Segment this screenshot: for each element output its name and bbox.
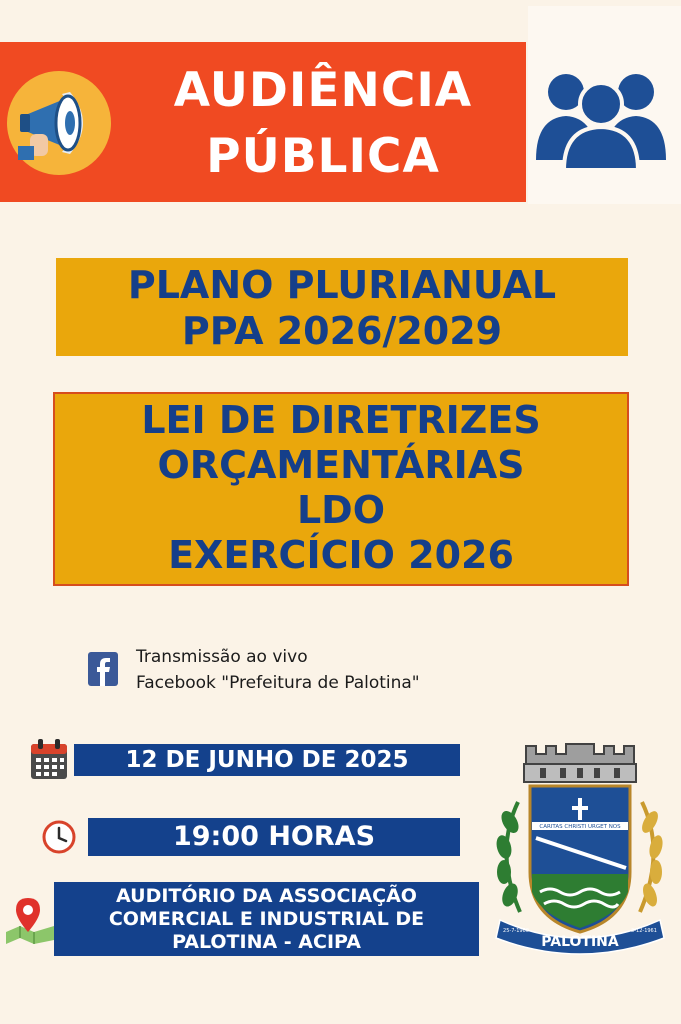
ppa-line-1: PLANO PLURIANUAL: [127, 263, 557, 307]
ldo-line-1: LEI DE DIRETRIZES: [141, 398, 541, 442]
stream-line-2: Facebook "Prefeitura de Palotina": [136, 673, 420, 693]
event-time: 19:00 HORAS: [88, 818, 460, 856]
calendar-icon: [30, 738, 68, 780]
venue-line-2: COMERCIAL E INDUSTRIAL DE: [108, 908, 425, 930]
palotina-crest-icon: [490, 742, 670, 956]
stream-info: [136, 644, 420, 696]
ppa-box: [56, 258, 628, 356]
event-date: 12 DE JUNHO DE 2025: [74, 744, 460, 776]
title-line-1: AUDIÊNCIA: [173, 63, 473, 118]
page-title: [118, 58, 528, 190]
stream-line-1: Transmissão ao vivo: [136, 647, 308, 667]
crest-motto: CARITAS CHRISTI URGET NOS: [539, 824, 621, 830]
crest-date-left: 25-7-1960: [503, 928, 529, 934]
map-pin-icon: [4, 896, 56, 944]
megaphone-icon: [6, 70, 112, 176]
title-line-2: PÚBLICA: [206, 129, 440, 184]
crest-name: PALOTINA: [541, 934, 619, 950]
ldo-line-3: LDO: [296, 488, 386, 532]
ppa-line-2: PPA 2026/2029: [181, 309, 503, 353]
ldo-line-2: ORÇAMENTÁRIAS: [157, 443, 525, 487]
ldo-line-4: EXERCÍCIO 2026: [168, 533, 514, 577]
ldo-box: [53, 392, 629, 586]
clock-icon: [42, 820, 76, 854]
people-group-icon: [534, 70, 668, 170]
crest-date-right: 3-12-1961: [631, 928, 657, 934]
facebook-icon: [88, 652, 118, 686]
event-venue: [54, 882, 479, 956]
venue-line-3: PALOTINA - ACIPA: [172, 931, 361, 953]
venue-line-1: AUDITÓRIO DA ASSOCIAÇÃO: [116, 885, 417, 907]
